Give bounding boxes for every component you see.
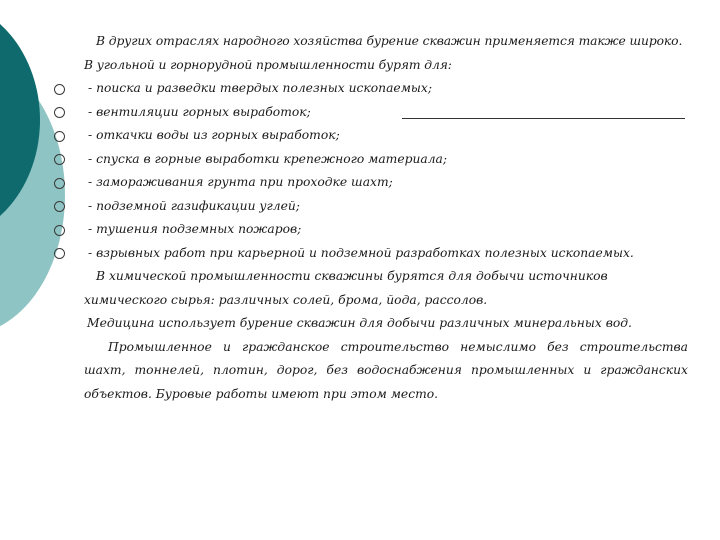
bullet-circle-icon (54, 201, 65, 212)
bullet-circle-icon (54, 107, 65, 118)
list-item: - взрывных работ при карьерной и подземной разработках полезных ископаемых. (88, 245, 634, 260)
bullet-circle-icon (54, 84, 65, 95)
intro-paragraph: В других отраслях народного хозяйства бурение скважин применяется также широко. В угольной и горнорудной промышленности бурят для: (84, 34, 683, 72)
chemical-paragraph: В химической промышленности скважины бурятся для добычи источников химического сырья: различных солей, брома, йода, рассолов. (84, 269, 608, 307)
list-item: - откачки воды из горных выработок; (88, 128, 340, 142)
list-item: - замораживания грунта при проходке шахт; (88, 175, 393, 189)
medicine-paragraph: Медицина использует бурение скважин для добычи различных минеральных вод. (87, 316, 632, 330)
bullet-circle-icon (54, 154, 65, 165)
list-item: - спуска в горные выработки крепежного материала; (88, 151, 448, 166)
list-item: - поиска и разведки твердых полезных ископаемых; (88, 81, 433, 95)
slide-body (84, 30, 688, 406)
bullet-circle-icon (54, 178, 65, 189)
list-item: - вентиляции горных выработок; (88, 104, 311, 119)
bullet-circle-icon (54, 131, 65, 142)
list-item: - подземной газификации углей; (88, 198, 300, 213)
bullet-column (54, 0, 70, 540)
list-item: - тушения подземных пожаров; (88, 222, 302, 236)
drilling-purposes-list (84, 77, 688, 265)
bullet-circle-icon (54, 225, 65, 236)
bullet-circle-icon (54, 248, 65, 259)
construction-paragraph: Промышленное и гражданское строительство немыслимо без строительства шахт, тоннелей, плотин, дорог, без водоснабжения промышленных и гражданских объектов. Буровые работы имеют при этом место. (84, 339, 688, 401)
